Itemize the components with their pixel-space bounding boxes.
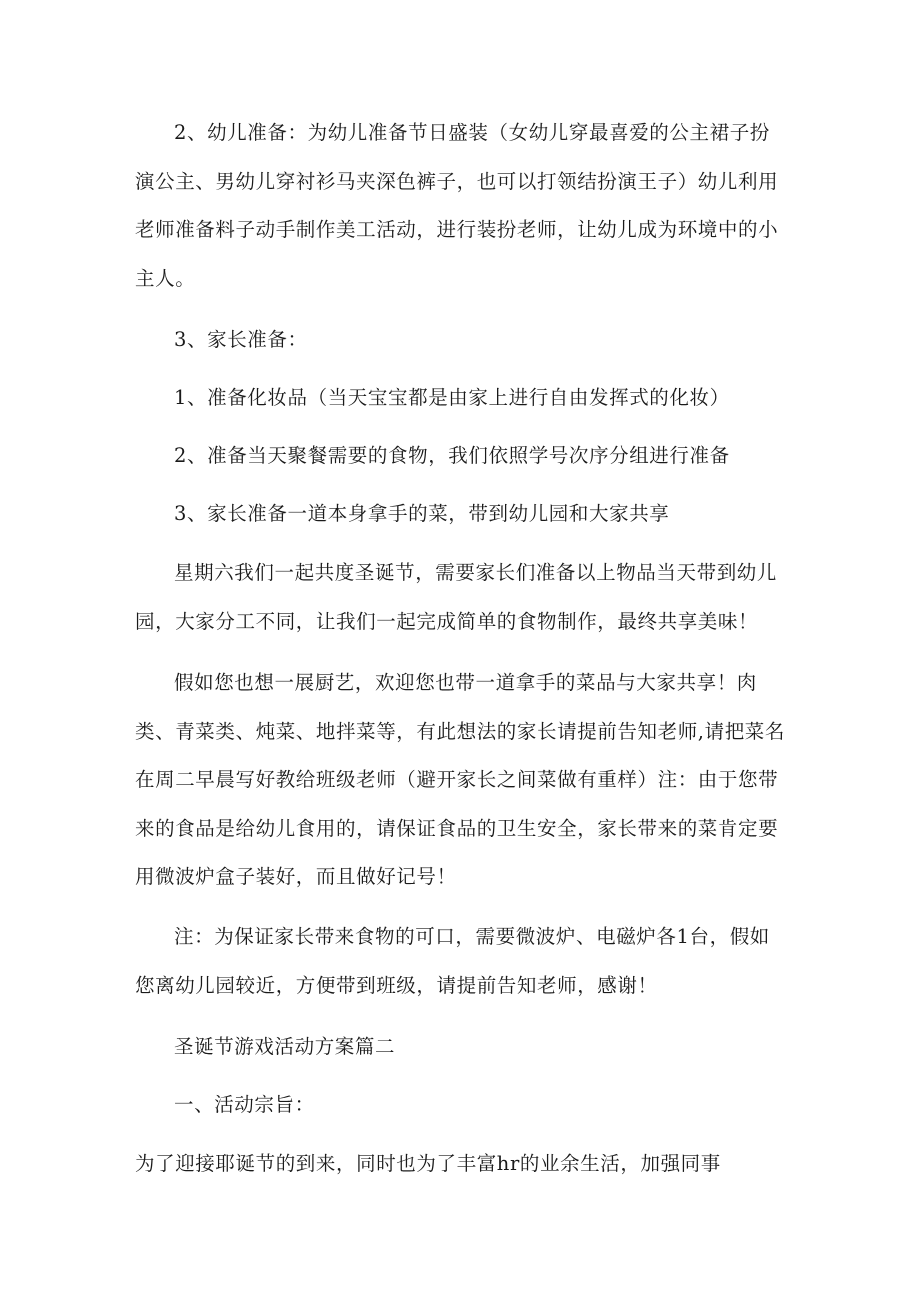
paragraph-purpose <box>135 1140 795 1189</box>
text-line: 在周二早晨写好教给班级老师（避开家长之间菜做有重样）注：由于您带 <box>135 768 779 791</box>
text-line: 来的食品是给幼儿食用的，请保证食品的卫生安全，家长带来的菜肯定要 <box>135 816 779 840</box>
text-line: 演公主、男幼儿穿衬衫马夹深色裤子，也可以打领结扮演王子）幼儿利用 <box>135 169 779 193</box>
list-item-dish: 3、家长准备一道本身拿手的菜，带到幼儿园和大家共享 <box>174 502 670 525</box>
text-line: 为了迎接耶诞节的到来，同时也为了丰富hr的业余生活，加强同事 <box>135 1152 721 1175</box>
list-item-cosmetics: 1、准备化妆品（当天宝宝都是由家上进行自由发挥式的化妆） <box>174 386 730 409</box>
paragraph-cooking <box>135 659 795 902</box>
text-line: 园，大家分工不同，让我们一起完成简单的食物制作，最终共享美味！ <box>135 609 759 633</box>
text-line: 假如您也想一展厨艺，欢迎您也带一道拿手的菜品与大家共享！肉 <box>174 671 757 694</box>
text-line: 2、幼儿准备：为幼儿准备节日盛装（女幼儿穿最喜爱的公主裙子扮 <box>174 121 770 144</box>
subheading-purpose: 一、活动宗旨： <box>174 1093 315 1116</box>
heading-parent-preparation: 3、家长准备： <box>174 328 308 351</box>
list-item-food: 2、准备当天聚餐需要的食物，我们依照学号次序分组进行准备 <box>174 444 730 467</box>
text-line: 类、青菜类、炖菜、地拌菜等，有此想法的家长请提前告知老师,请把菜名 <box>135 719 785 743</box>
text-line: 星期六我们一起共度圣诞节，需要家长们准备以上物品当天带到幼儿 <box>174 561 778 584</box>
text-line: 老师准备料子动手制作美工活动，进行装扮老师，让幼儿成为环境中的小 <box>135 218 779 241</box>
paragraph-child-preparation <box>135 109 795 303</box>
text-line: 您离幼儿园较近，方便带到班级，请提前告知老师，感谢！ <box>135 973 658 997</box>
text-line: 注：为保证家长带来食物的可口，需要微波炉、电磁炉各1台，假如 <box>174 925 770 948</box>
paragraph-saturday <box>135 549 795 646</box>
text-line: 主人。 <box>135 266 196 290</box>
paragraph-note <box>135 913 795 1010</box>
text-line: 用微波炉盒子装好，而且做好记号！ <box>135 865 457 888</box>
section-title: 圣诞节游戏活动方案篇二 <box>174 1035 396 1058</box>
